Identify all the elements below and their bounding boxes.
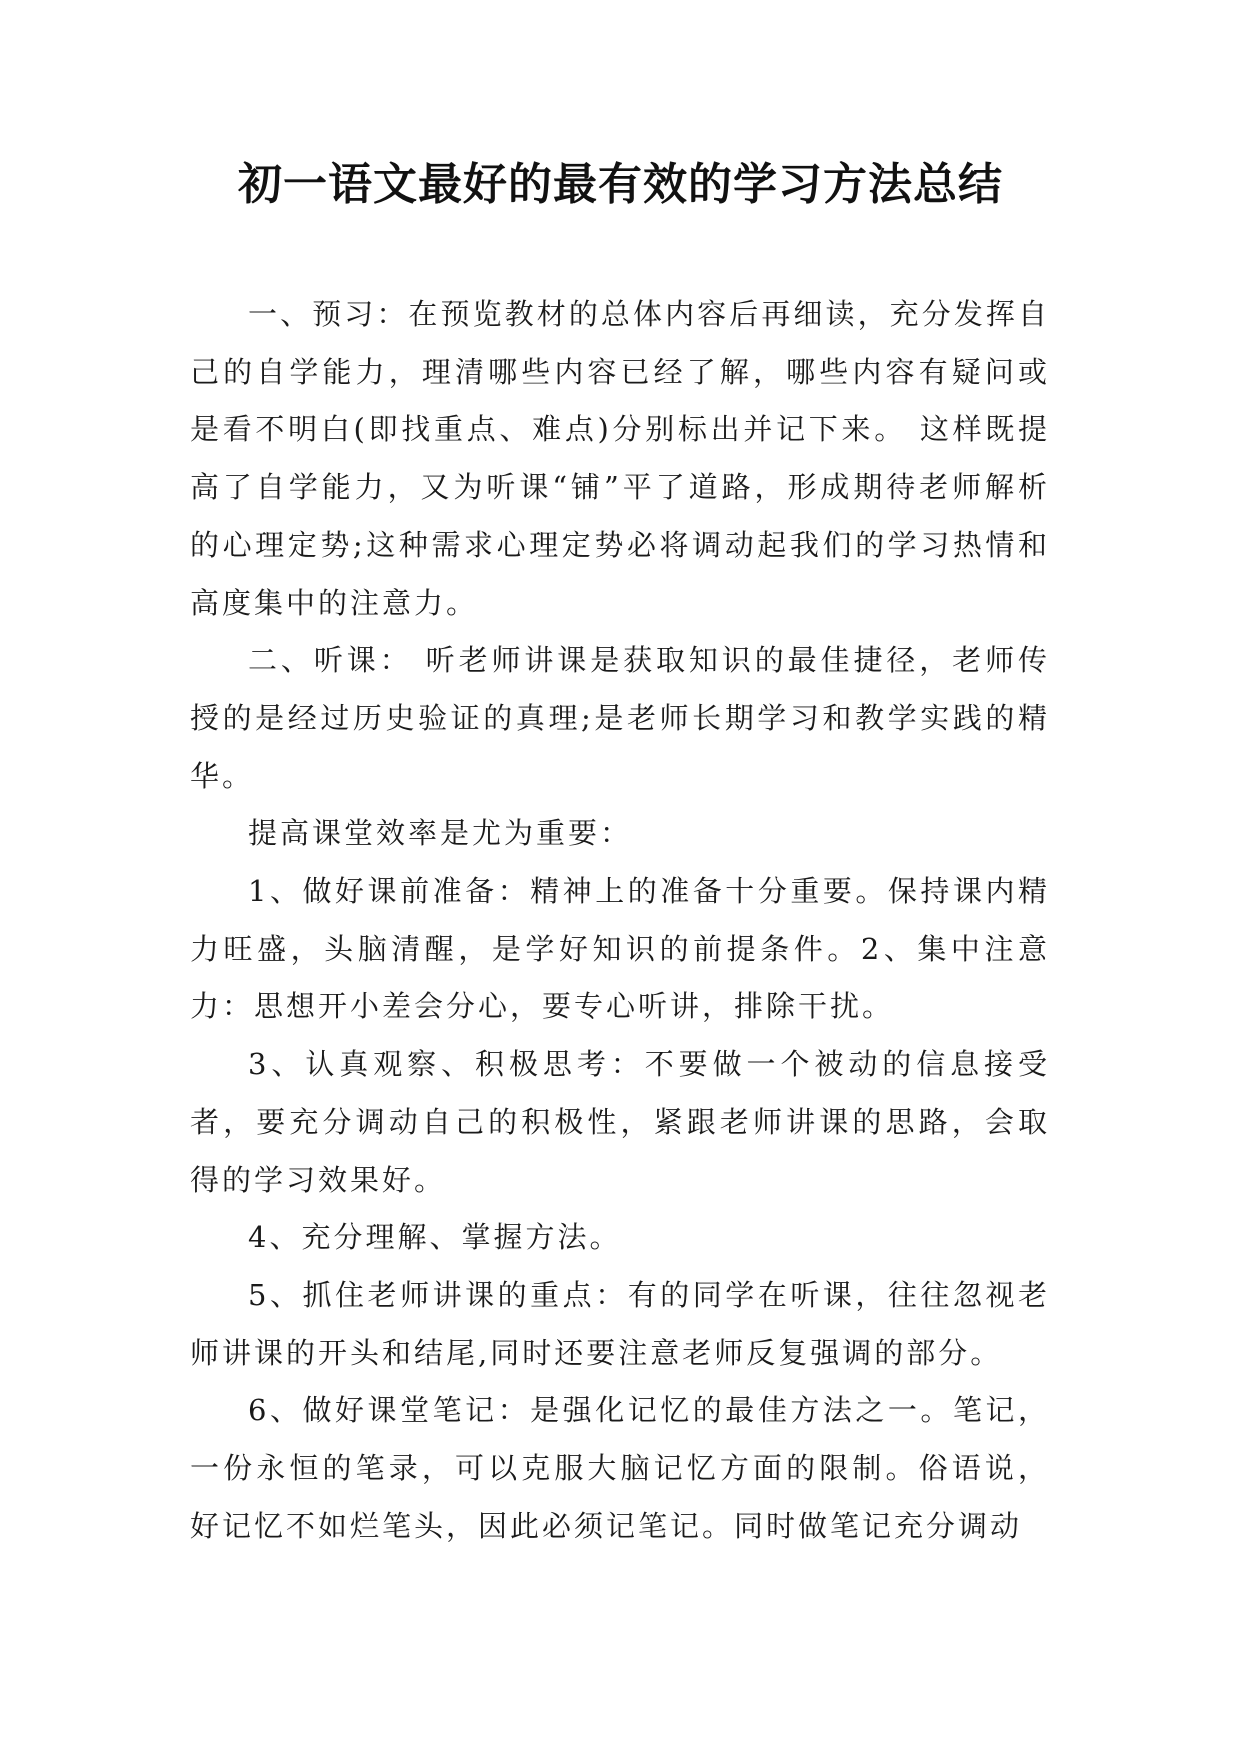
paragraph-preview: 一、预习：在预览教材的总体内容后再细读，充分发挥自己的自学能力，理清哪些内容已经了解，哪些内容有疑问或是看不明白(即找重点、难点)分别标出并记下来。 这样既提高了自学能力，又为听课“铺”平了道路，形成期待老师解析的心理定势;这种需求心理定势必将调动起我们的学习热情和高度集中的注意力。 — [190, 297, 1050, 620]
paragraph-item-6: 6、做好课堂笔记：是强化记忆的最佳方法之一。笔记，一份永恒的笔录，可以克服大脑记忆方面的限制。俗语说，好记忆不如烂笔头，因此必须记笔记。同时做笔记充分调动 — [190, 1393, 1050, 1543]
document-body — [190, 286, 1050, 1555]
paragraph-listening: 二、听课： 听老师讲课是获取知识的最佳捷径，老师传授的是经过历史验证的真理;是老师长期学习和教学实践的精华。 — [190, 643, 1050, 793]
paragraph-efficiency-heading: 提高课堂效率是尤为重要： — [248, 816, 633, 851]
paragraph-item-5: 5、抓住老师讲课的重点：有的同学在听课，往往忽视老师讲课的开头和结尾,同时还要注意老师反复强调的部分。 — [190, 1277, 1050, 1370]
document-title: 初一语文最好的最有效的学习方法总结 — [238, 159, 1003, 210]
paragraph-item-4: 4、充分理解、掌握方法。 — [248, 1220, 622, 1255]
paragraph-item-1-2: 1、做好课前准备：精神上的准备十分重要。保持课内精力旺盛，头脑清醒，是学好知识的前提条件。2、集中注意力：思想开小差会分心，要专心听讲，排除干扰。 — [190, 874, 1050, 1024]
paragraph-item-3: 3、认真观察、积极思考：不要做一个被动的信息接受者，要充分调动自己的积极性，紧跟老师讲课的思路，会取得的学习效果好。 — [190, 1047, 1050, 1197]
